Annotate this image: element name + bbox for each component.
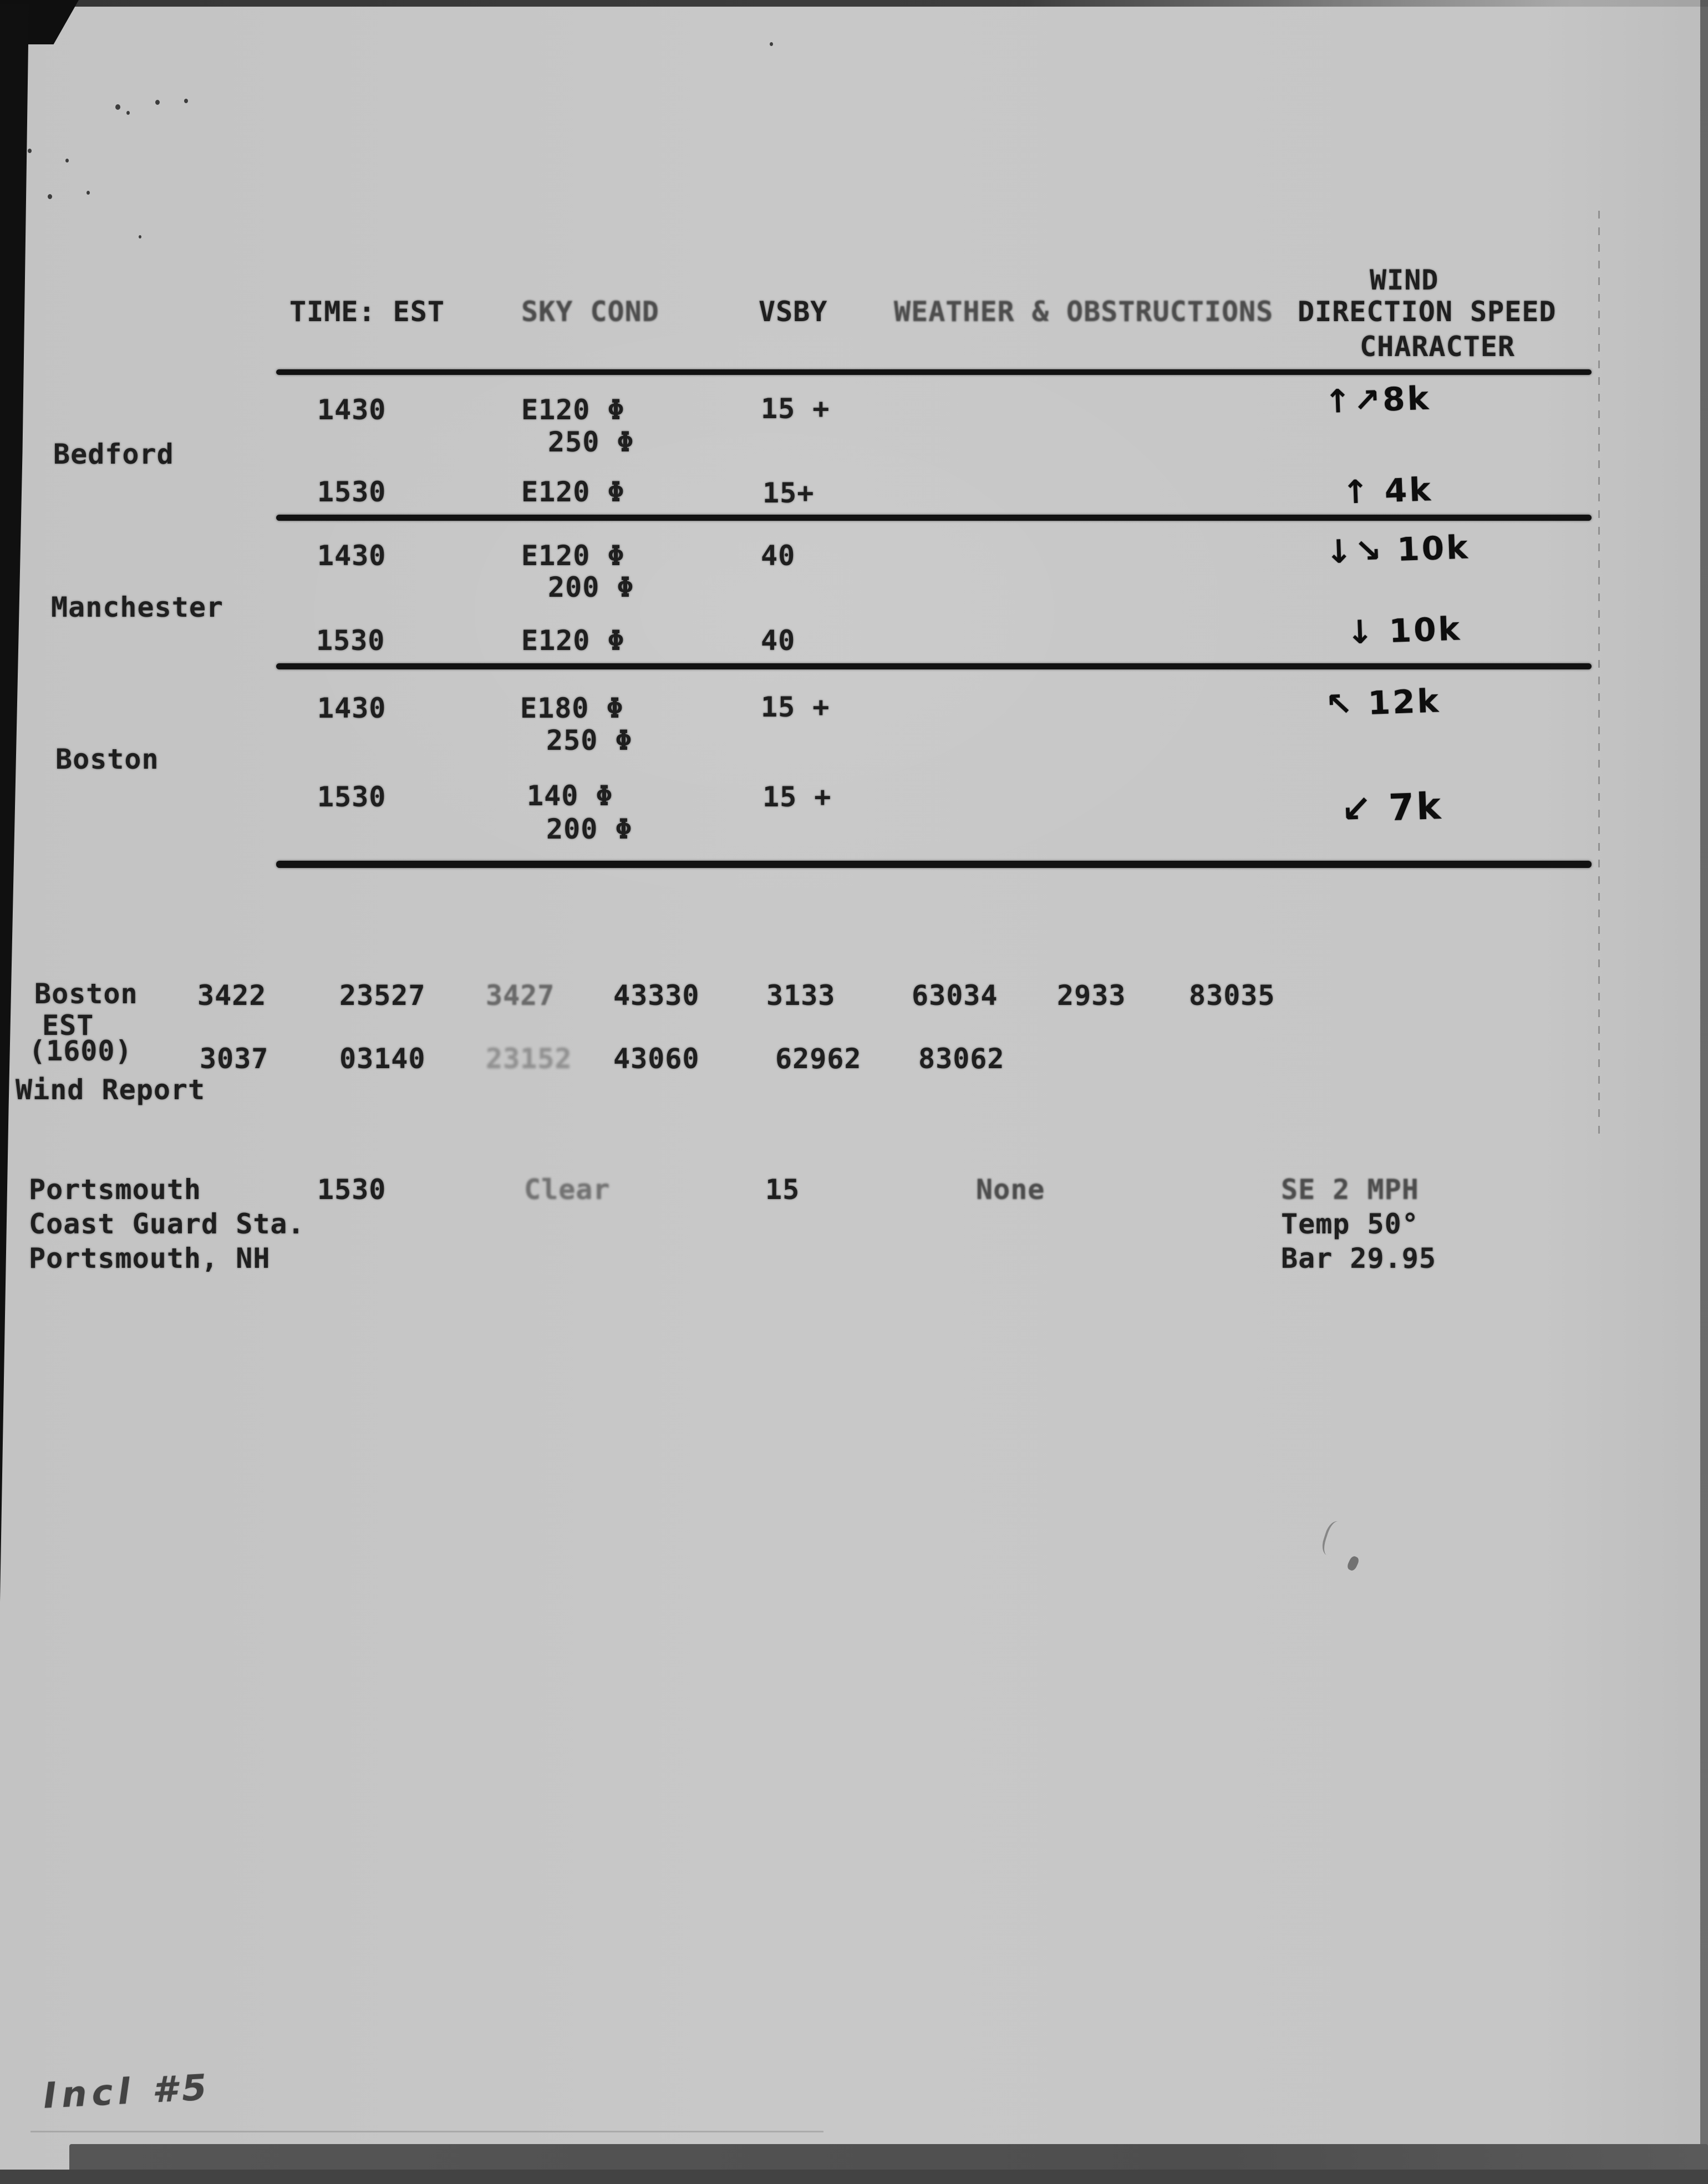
header-col-vsby: VSBY	[759, 296, 828, 328]
scan-artifact-check-curve	[1319, 1519, 1346, 1558]
scan-artifact-right-edge-strip	[1700, 0, 1708, 2184]
ink-speck	[126, 111, 130, 115]
portsmouth-name-line2: Coast Guard Sta.	[29, 1208, 305, 1240]
cell-boston-1430-sky1: E180 Φ	[520, 692, 624, 724]
cell-manchester-1430-sky1: E120 Φ	[521, 540, 625, 572]
header-col-sky: SKY COND	[521, 296, 659, 328]
cell-boston-1530-time: 1530	[317, 781, 387, 813]
ink-speck	[155, 100, 160, 105]
windreport-r2-3: 43060	[613, 1043, 700, 1075]
cell-bedford-1530-wind: ↑ 4k	[1341, 470, 1434, 511]
footer-enclosure-note: Incl #5	[42, 2067, 213, 2117]
header-col-weather: WEATHER & OBSTRUCTIONS	[894, 296, 1274, 328]
cell-bedford-1430-sky1: E120 Φ	[521, 394, 625, 426]
windreport-r1-0: 3422	[197, 979, 267, 1012]
station-label-bedford: Bedford	[53, 438, 174, 470]
header-wind-line3: CHARACTER	[1360, 331, 1515, 363]
scan-artifact-pencil-line	[30, 2131, 824, 2132]
cell-boston-1430-wind: ↖ 12k	[1324, 682, 1442, 724]
windreport-r1-7: 83035	[1189, 979, 1275, 1012]
cell-boston-1430-time: 1430	[317, 692, 387, 724]
portsmouth-wind: SE 2 MPH	[1281, 1174, 1419, 1206]
ink-speck	[184, 99, 188, 103]
portsmouth-time: 1530	[317, 1174, 387, 1206]
cell-bedford-1430-time: 1430	[317, 394, 387, 426]
ink-speck	[87, 191, 90, 195]
header-wind-line2: DIRECTION SPEED	[1298, 296, 1557, 328]
cell-bedford-1530-sky1: E120 Φ	[521, 476, 625, 508]
portsmouth-vsby: 15	[765, 1174, 800, 1206]
windreport-r1-5: 63034	[912, 979, 998, 1012]
cell-manchester-1430-sky2: 200 Φ	[548, 571, 634, 603]
scan-artifact-check-dot	[1346, 1555, 1360, 1572]
scan-artifact-fold-dotted-line	[1598, 211, 1600, 1142]
cell-manchester-1430-vsby: 40	[761, 540, 796, 572]
ink-speck	[28, 149, 32, 153]
portsmouth-name-line1: Portsmouth	[29, 1174, 202, 1206]
windreport-r2-1: 03140	[339, 1043, 426, 1075]
cell-bedford-1430-sky2: 250 Φ	[548, 426, 634, 458]
cell-manchester-1430-wind: ↓↘ 10k	[1324, 528, 1471, 571]
cell-boston-1430-vsby: 15 +	[761, 691, 830, 723]
scan-artifact-top-strip	[0, 0, 1708, 7]
portsmouth-weather: None	[976, 1174, 1045, 1206]
portsmouth-temp: Temp 50°	[1281, 1208, 1419, 1240]
windreport-r1-1: 23527	[339, 979, 426, 1012]
windreport-r1-6: 2933	[1057, 979, 1126, 1012]
portsmouth-bar: Bar 29.95	[1281, 1242, 1436, 1274]
cell-manchester-1430-time: 1430	[317, 540, 387, 572]
windreport-r2-2: 23152	[486, 1043, 572, 1075]
header-col-time: TIME: EST	[289, 296, 445, 328]
cell-boston-1530-vsby: 15 +	[762, 781, 832, 813]
windreport-station: Boston	[34, 978, 138, 1010]
portsmouth-sky: Clear	[524, 1174, 611, 1206]
windreport-r2-5: 83062	[918, 1043, 1005, 1075]
cell-bedford-1430-wind: ↑↗8k	[1323, 379, 1432, 421]
scan-artifact-left-edge-wedge	[0, 4, 29, 1602]
ink-speck	[139, 235, 141, 238]
station-label-manchester: Manchester	[51, 591, 224, 623]
table-rule-2	[276, 663, 1592, 669]
cell-manchester-1530-sky1: E120 Φ	[521, 624, 625, 657]
windreport-r1-2: 3427	[486, 979, 555, 1012]
ink-speck	[65, 159, 69, 162]
ink-speck	[115, 104, 120, 110]
cell-bedford-1530-time: 1530	[317, 476, 387, 508]
cell-bedford-1430-vsby: 15 +	[761, 393, 830, 425]
windreport-r1-4: 3133	[766, 979, 836, 1012]
ink-speck	[770, 42, 773, 46]
cell-boston-1430-sky2: 250 Φ	[546, 724, 633, 756]
windreport-label: Wind Report	[16, 1074, 206, 1106]
windreport-tz: EST	[42, 1009, 94, 1042]
table-rule-1	[276, 515, 1592, 521]
cell-manchester-1530-time: 1530	[316, 624, 385, 657]
windreport-timecode: (1600)	[29, 1035, 133, 1067]
cell-manchester-1530-vsby: 40	[761, 624, 796, 657]
cell-boston-1530-sky1: 140 Φ	[527, 780, 613, 812]
scan-artifact-bottom-strip	[0, 2170, 1708, 2184]
windreport-r1-3: 43330	[613, 979, 700, 1012]
cell-bedford-1530-vsby: 15+	[762, 477, 815, 509]
cell-boston-1530-wind: ↙ 7k	[1340, 784, 1444, 831]
cell-boston-1530-sky2: 200 Φ	[546, 813, 633, 845]
table-rule-bottom	[276, 861, 1592, 868]
windreport-r2-0: 3037	[200, 1043, 269, 1075]
table-rule-header	[276, 369, 1592, 375]
header-wind-line1: WIND	[1370, 264, 1439, 296]
cell-manchester-1530-wind: ↓ 10k	[1345, 610, 1463, 652]
portsmouth-name-line3: Portsmouth, NH	[29, 1242, 271, 1274]
station-label-boston: Boston	[55, 743, 159, 775]
windreport-r2-4: 62962	[775, 1043, 862, 1075]
ink-speck	[48, 194, 52, 199]
